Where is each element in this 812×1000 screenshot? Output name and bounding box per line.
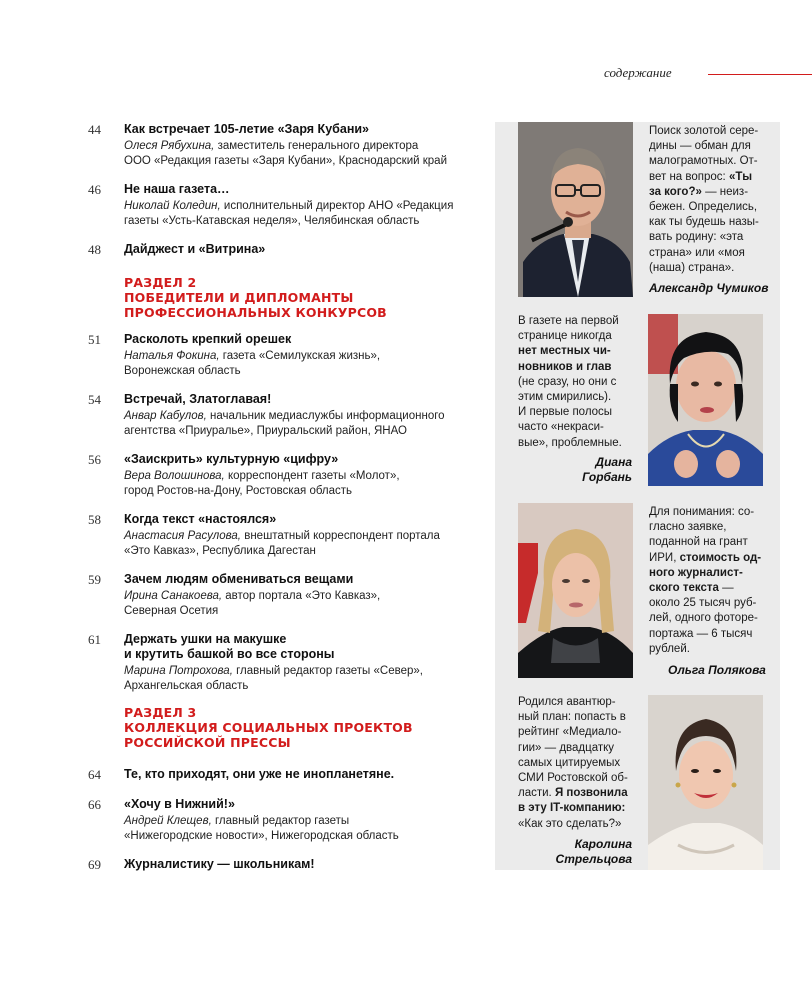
entry-desc (124, 349, 464, 364)
quote-line: И первые полосы (518, 406, 613, 419)
quote-line: самых цитируемых (518, 756, 621, 769)
quote-text: — (718, 582, 734, 595)
quote-text: ласти. (518, 787, 555, 800)
entry-title: Журналистику — школьникам! (124, 857, 315, 871)
entry-title: Те, кто приходят, они уже не инопланетяне. (124, 767, 395, 781)
entry-author: Андрей Клещев, (124, 815, 212, 827)
photo-polyakova (518, 503, 633, 678)
quote-line: «Как это сделать?» (518, 817, 622, 830)
page-number: 66 (88, 797, 101, 812)
quote-line: (наша) страна». (649, 261, 735, 274)
portrait-woman-image (648, 695, 763, 870)
author-line: Диана (595, 455, 632, 469)
portrait-man-image (518, 122, 633, 297)
quote-bold: за кого?» (649, 185, 702, 198)
entry-title: Дайджест и «Витрина» (124, 242, 266, 256)
entry-desc-text: корреспондент газеты «Молот», (224, 470, 400, 482)
quote-line (649, 551, 779, 566)
entry-author: Ирина Санакоева, (124, 590, 223, 602)
section-title-1: КОЛЛЕКЦИЯ СОЦИАЛЬНЫХ ПРОЕКТОВ (124, 720, 413, 735)
section-title-1: ПОБЕДИТЕЛИ И ДИПЛОМАНТЫ (124, 290, 354, 305)
entry-desc-text: автор портала «Это Кавказ», (222, 590, 381, 602)
quote-text: вет на вопрос: (649, 170, 729, 183)
quote-line: часто «некраси- (518, 421, 604, 434)
entry-author: Анастасия Расулова, (124, 530, 242, 542)
entry-title: Не наша газета… (124, 182, 230, 196)
quote-line: Для понимания: со- (649, 506, 755, 518)
entry-desc-text: исполнительный директор АНО «Редакция (220, 200, 454, 212)
quote-line: ный план: попасть в (518, 711, 626, 724)
page-number: 54 (88, 392, 101, 407)
quote-line (649, 566, 779, 581)
quote-bold: ского текста (649, 582, 719, 595)
entry-title-2: и крутить башкой во все стороны (124, 647, 335, 661)
photo-streltsova (648, 695, 763, 870)
quote-text: ИРИ, (649, 551, 680, 564)
entry-desc-text: начальник медиаслужбы информационного (206, 410, 445, 422)
page-number: 59 (88, 572, 101, 587)
entry-author: Наталья Фокина, (124, 350, 220, 362)
section-number: РАЗДЕЛ 2 (124, 275, 197, 290)
quote-line (518, 360, 638, 375)
quote-line: В газете на первой (518, 315, 619, 327)
quote-polyakova (649, 505, 779, 657)
author-line: Стрельцова (555, 852, 632, 866)
entry-desc-text: главный редактор газеты (211, 815, 350, 827)
quote-line (518, 801, 636, 816)
entry-author: Олеся Рябухина, (124, 140, 215, 152)
quote-bold: новников и глав (518, 360, 612, 373)
quote-line: (не сразу, но они с (518, 375, 617, 388)
quote-line: бежен. Определись, (649, 201, 758, 214)
page-number: 61 (88, 632, 101, 647)
entry-author: Вера Волошинова, (124, 470, 225, 482)
quote-bold: в эту IT-компанию: (518, 802, 626, 815)
quote-line: как ты будешь назы- (649, 216, 759, 229)
section-number: РАЗДЕЛ 3 (124, 705, 197, 720)
header-rule (708, 74, 812, 75)
quote-bold: стоимость од- (679, 551, 762, 564)
quote-line: лей, одного фоторе- (649, 612, 758, 625)
entry-author: Марина Потрохова, (124, 665, 233, 677)
quote-line: около 25 тысяч руб- (649, 597, 757, 610)
entry-desc-2: газеты «Усть-Катавская неделя», Челябинская область (124, 215, 420, 227)
quote-line: гии» — двадцатку (518, 741, 615, 754)
entry-title: Встречай, Златоглавая! (124, 392, 272, 406)
quote-author: Ольга Полякова (668, 663, 766, 677)
quote-line: вать родину: «эта (649, 231, 744, 244)
entry-author: Анвар Кабулов, (124, 410, 207, 422)
quote-chumikov (649, 124, 779, 276)
quote-line (649, 170, 779, 185)
entry-title: «Заискрить» культурную «цифру» (124, 452, 339, 466)
page-number: 51 (88, 332, 101, 347)
quote-author: Александр Чумиков (649, 281, 769, 295)
quote-bold: ного журналист- (649, 566, 743, 579)
entry-desc-2: Воронежская область (124, 365, 241, 377)
section-heading (124, 275, 387, 320)
entry-title: «Хочу в Нижний!» (124, 797, 235, 811)
section-heading (124, 705, 413, 750)
portrait-woman-image (648, 314, 763, 486)
quote-bold: Я позвонила (554, 787, 628, 800)
quote-line (518, 344, 638, 359)
entry-desc-text: главный редактор газеты «Север», (232, 665, 423, 677)
author-line: Горбань (582, 470, 632, 484)
quote-line: страна» или «моя (649, 246, 745, 259)
entry-title: Как встречает 105-летие «Заря Кубани» (124, 122, 370, 136)
quote-line: рейтинг «Медиало- (518, 726, 622, 739)
quote-line: портажа — 6 тысяч (649, 627, 753, 640)
quote-gorban (518, 314, 638, 451)
entry-desc-2: «Это Кавказ», Республика Дагестан (124, 545, 316, 557)
entry-desc (124, 664, 464, 679)
portrait-woman-image (518, 503, 633, 678)
entry-desc-text: внештатный корреспондент портала (241, 530, 440, 542)
page-number: 58 (88, 512, 101, 527)
quote-line: этим смирились). (518, 391, 612, 404)
entry-author: Николай Коледин, (124, 200, 221, 212)
page-number: 69 (88, 857, 101, 872)
quote-bold: нет местных чи- (518, 345, 611, 358)
page-number: 64 (88, 767, 101, 782)
entry-desc (124, 589, 464, 604)
quote-line: дины — обман для (649, 140, 751, 153)
entry-desc (124, 409, 464, 424)
quote-line: вые», проблемные. (518, 436, 622, 449)
section-title-2: ПРОФЕССИОНАЛЬНЫХ КОНКУРСОВ (124, 305, 387, 320)
page-number: 44 (88, 122, 101, 137)
entry-desc-2: ООО «Редакция газеты «Заря Кубани», Краснодарский край (124, 155, 447, 167)
entry-desc (124, 139, 464, 154)
entry-desc-2: агентства «Приуралье», Приуральский район, ЯНАО (124, 425, 407, 437)
quote-bold: «Ты (728, 170, 753, 183)
section-title-2: РОССИЙСКОЙ ПРЕССЫ (124, 735, 291, 750)
entry-desc (124, 199, 464, 214)
entry-desc (124, 469, 464, 484)
entry-desc-2: «Нижегородские новости», Нижегородская область (124, 830, 399, 842)
entry-desc (124, 529, 464, 544)
quote-line: гласно заявке, (649, 521, 727, 534)
quote-author (518, 837, 632, 867)
entry-desc-2: Архангельская область (124, 680, 249, 692)
entry-desc (124, 814, 464, 829)
header-label: содержание (604, 65, 672, 80)
page-number: 56 (88, 452, 101, 467)
quote-author (518, 455, 632, 485)
quote-line: поданной на грант (649, 536, 748, 549)
photo-chumikov (518, 122, 633, 297)
entry-title: Зачем людям обмениваться вещами (124, 572, 354, 586)
entry-desc-text: газета «Семилукская жизнь», (219, 350, 381, 362)
quote-text: — неиз- (701, 185, 749, 198)
entry-desc-2: Северная Осетия (124, 605, 219, 617)
quote-line: малограмотных. От- (649, 155, 758, 168)
quote-line (649, 185, 779, 200)
page-number: 48 (88, 242, 101, 257)
quote-line: СМИ Ростовской об- (518, 772, 628, 785)
entry-desc-2: город Ростов-на-Дону, Ростовская область (124, 485, 353, 497)
entry-title: Держать ушки на макушке (124, 632, 287, 646)
quote-line (518, 786, 636, 801)
quote-line (649, 581, 779, 596)
quote-line: Поиск золотой сере- (649, 125, 759, 137)
entry-desc-text: заместитель генерального директора (214, 140, 419, 152)
quote-line: рублей. (649, 642, 690, 655)
page-number: 46 (88, 182, 101, 197)
photo-gorban (648, 314, 763, 486)
quote-streltsova (518, 695, 636, 832)
quote-line: Родился авантюр- (518, 696, 616, 708)
author-line: Каролина (574, 837, 632, 851)
quote-line: странице никогда (518, 330, 612, 343)
entry-title: Расколоть крепкий орешек (124, 332, 292, 346)
entry-title: Когда текст «настоялся» (124, 512, 277, 526)
